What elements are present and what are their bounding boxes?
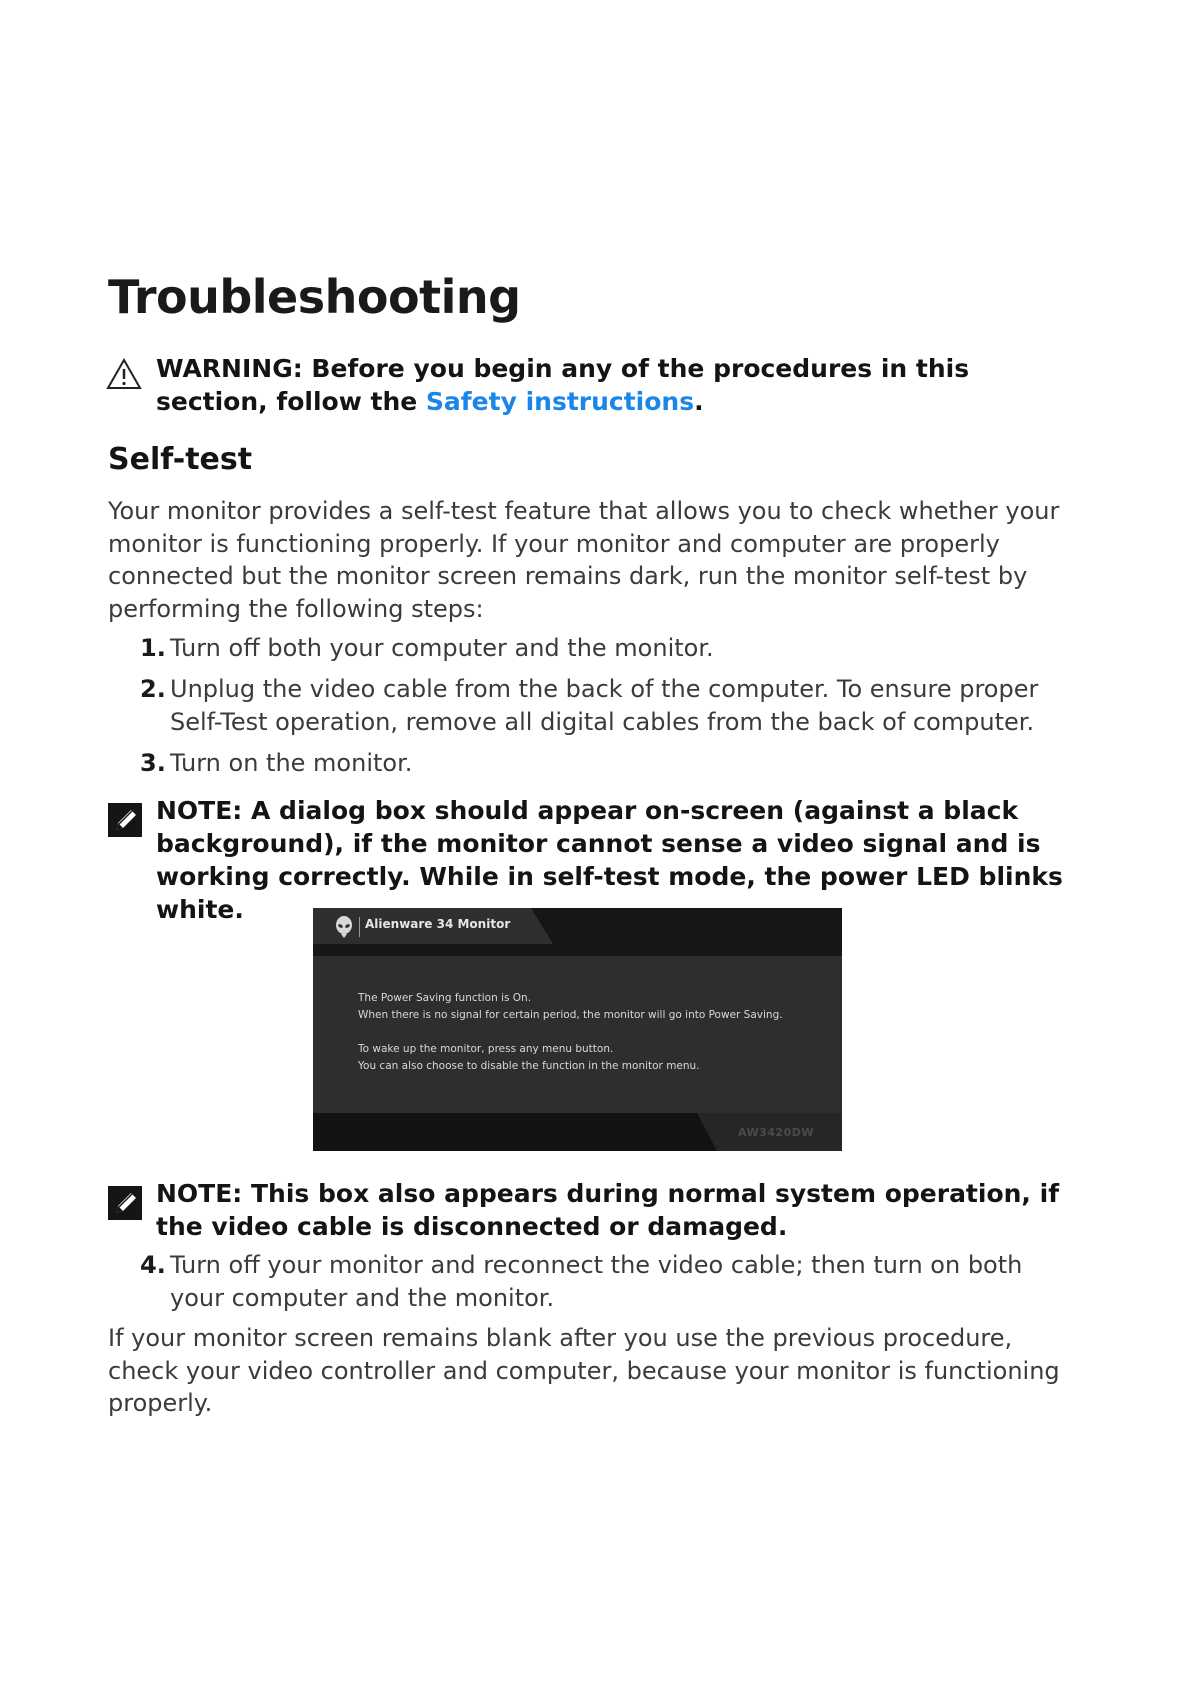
step-number: 4. xyxy=(140,1251,166,1279)
step-1 xyxy=(140,632,1080,665)
note-normal-operation: NOTE: This box also appears during normal system operation, if the video cable is disconnected or damaged. xyxy=(156,1179,1060,1241)
intro-paragraph: Your monitor provides a self-test feature that allows you to check whether your monitor is functioning properly. If your monitor and computer are properly connected but the monitor screen remains dark, run the monitor self-test by performing the following steps: xyxy=(108,497,1060,623)
dialog-model-label: AW3420DW xyxy=(737,1126,814,1139)
page-title: Troubleshooting xyxy=(108,270,521,324)
step-text: Turn on the monitor. xyxy=(170,749,413,777)
self-test-dialog-image xyxy=(313,908,842,1151)
step-2 xyxy=(140,673,1080,738)
step-text: Turn off your monitor and reconnect the video cable; then turn on both your computer and the monitor. xyxy=(170,1251,1023,1312)
step-number: 2. xyxy=(140,675,166,703)
note-icon xyxy=(108,803,142,837)
dialog-line: When there is no signal for certain period, the monitor will go into Power Saving. xyxy=(358,1009,783,1021)
dialog-header xyxy=(313,908,842,956)
note-icon xyxy=(108,1186,142,1220)
warning-lead: WARNING: Before you begin any of the procedures in this section, follow the xyxy=(156,354,970,416)
dialog-title: Alienware 34 Monitor xyxy=(365,917,511,931)
warning-icon xyxy=(106,358,142,390)
alien-logo-icon xyxy=(335,916,353,938)
step-text: Turn off both your computer and the monitor. xyxy=(170,634,714,662)
dialog-message xyxy=(358,990,828,1075)
warning-tail: . xyxy=(694,387,704,416)
safety-instructions-link[interactable]: Safety instructions xyxy=(425,387,695,416)
step-4 xyxy=(140,1249,1080,1314)
note-dialog-box: NOTE: A dialog box should appear on-screen (against a black background), if the monitor cannot sense a video signal and is working correctly. While in self-test mode, the power LED blinks white. xyxy=(156,796,1063,924)
closing-paragraph: If your monitor screen remains blank after you use the previous procedure, check your video controller and computer, because your monitor is functioning properly. xyxy=(108,1324,1060,1417)
dialog-separator xyxy=(359,917,360,937)
dialog-line: The Power Saving function is On. xyxy=(358,992,532,1004)
dialog-line: You can also choose to disable the function in the monitor menu. xyxy=(358,1060,700,1072)
warning-text xyxy=(156,352,1086,418)
step-number: 1. xyxy=(140,634,166,662)
step-3 xyxy=(140,747,1080,780)
dialog-line: To wake up the monitor, press any menu button. xyxy=(358,1043,614,1055)
step-text: Unplug the video cable from the back of the computer. To ensure proper Self-Test operation, remove all digital cables from the back of computer. xyxy=(170,675,1039,736)
step-number: 3. xyxy=(140,749,166,777)
section-heading: Self-test xyxy=(108,442,253,477)
